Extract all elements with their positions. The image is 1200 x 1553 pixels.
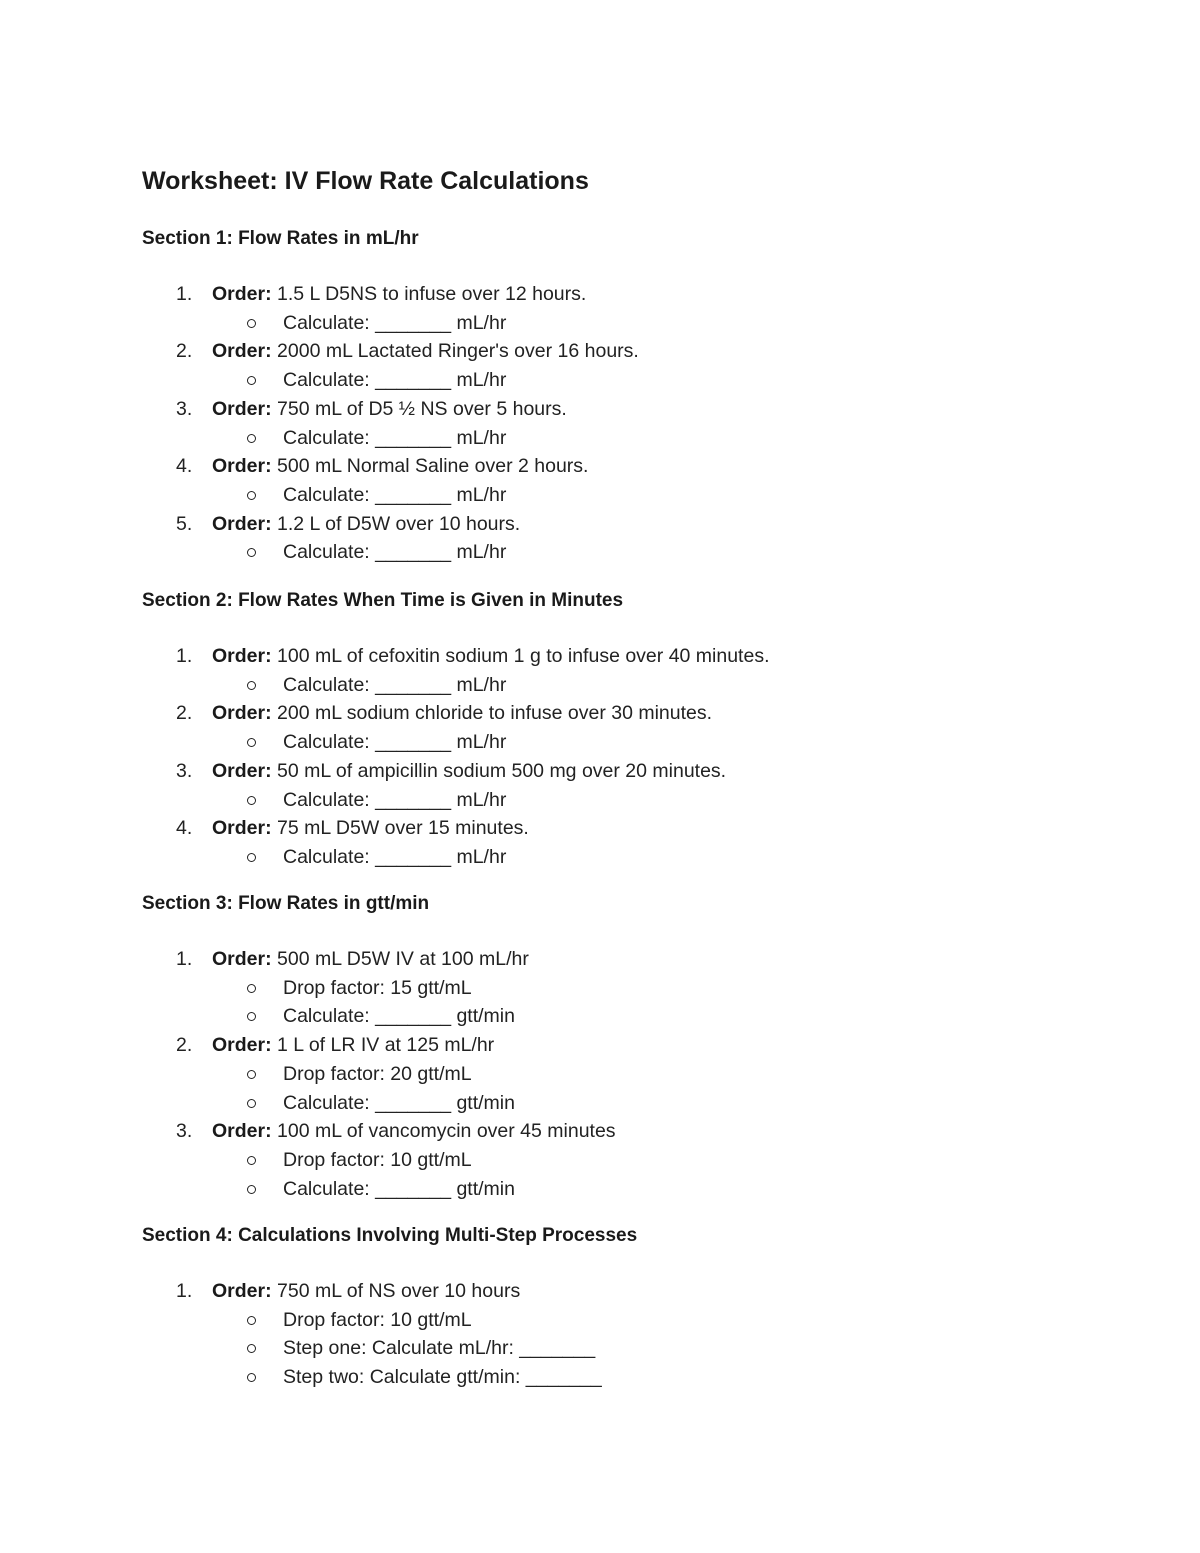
order-label: Order: [212, 1280, 272, 1302]
order-label: Order: [212, 1120, 272, 1143]
item-number: 5. [176, 512, 193, 535]
order-text [212, 699, 712, 727]
circle-bullet-icon [247, 434, 256, 443]
sub-item-text: Calculate: _______ mL/hr [283, 426, 507, 449]
section-heading: Section 4: Calculations Involving Multi-Step Processes [142, 1225, 638, 1246]
sub-item-text: Calculate: _______ mL/hr [283, 311, 507, 334]
order-description: 75 mL D5W over 15 minutes. [277, 817, 529, 840]
order-description: 200 mL sodium chloride to infuse over 30 minutes. [277, 702, 713, 725]
order-description: 100 mL of vancomycin over 45 minutes [277, 1120, 616, 1143]
order-label: Order: [212, 283, 272, 305]
order-text [212, 814, 529, 842]
circle-bullet-icon [247, 1316, 256, 1325]
order-label: Order: [212, 759, 272, 782]
order-label: Order: [212, 948, 272, 970]
sub-item-text: Calculate: _______ mL/hr [283, 369, 507, 392]
order-description: 1.2 L of D5W over 10 hours. [277, 512, 521, 535]
sub-item-text: Calculate: _______ gtt/min [283, 1177, 515, 1200]
order-description: 750 mL of NS over 10 hours [277, 1280, 521, 1302]
circle-bullet-icon [247, 319, 256, 328]
circle-bullet-icon [247, 853, 256, 862]
sub-item-text: Step one: Calculate mL/hr: _______ [283, 1337, 596, 1360]
item-number: 3. [176, 397, 193, 420]
sub-item-text: Step two: Calculate gtt/min: _______ [283, 1366, 602, 1389]
order-text [212, 945, 529, 973]
sub-item-text: Calculate: _______ mL/hr [283, 845, 507, 868]
item-number: 1. [176, 283, 193, 305]
item-number: 1. [176, 948, 193, 970]
sub-item-text: Drop factor: 15 gtt/mL [283, 976, 472, 999]
sub-item-text: Calculate: _______ gtt/min [283, 1005, 515, 1028]
order-description: 500 mL Normal Saline over 2 hours. [277, 455, 589, 478]
item-number: 3. [176, 759, 193, 782]
circle-bullet-icon [247, 984, 256, 993]
circle-bullet-icon [247, 491, 256, 500]
sub-item-text: Calculate: _______ mL/hr [283, 673, 507, 696]
circle-bullet-icon [247, 1099, 256, 1108]
order-text [212, 395, 567, 423]
order-text [212, 1031, 494, 1059]
circle-bullet-icon [247, 738, 256, 747]
circle-bullet-icon [247, 1012, 256, 1021]
sub-item-text: Calculate: _______ mL/hr [283, 541, 507, 564]
sub-item-text: Calculate: _______ gtt/min [283, 1091, 515, 1114]
sub-item-text: Calculate: _______ mL/hr [283, 788, 507, 811]
item-number: 1. [176, 1280, 193, 1302]
order-description: 1 L of LR IV at 125 mL/hr [277, 1034, 495, 1057]
section-heading: Section 3: Flow Rates in gtt/min [142, 893, 430, 914]
order-description: 1.5 L D5NS to infuse over 12 hours. [277, 283, 587, 305]
worksheet-title: Worksheet: IV Flow Rate Calculations [142, 167, 589, 195]
circle-bullet-icon [247, 1185, 256, 1194]
order-text [212, 1277, 520, 1305]
circle-bullet-icon [247, 1344, 256, 1353]
order-label: Order: [212, 1034, 272, 1057]
order-description: 750 mL of D5 ½ NS over 5 hours. [277, 397, 567, 420]
item-number: 4. [176, 817, 193, 840]
sub-item-text: Calculate: _______ mL/hr [283, 731, 507, 754]
order-text [212, 510, 520, 538]
order-text [212, 1117, 616, 1145]
order-description: 50 mL of ampicillin sodium 500 mg over 20 minutes. [277, 759, 727, 782]
circle-bullet-icon [247, 681, 256, 690]
order-label: Order: [212, 397, 272, 420]
item-number: 2. [176, 1034, 193, 1057]
item-number: 4. [176, 455, 193, 478]
order-text [212, 757, 726, 785]
sub-item-text: Drop factor: 20 gtt/mL [283, 1062, 472, 1085]
order-label: Order: [212, 340, 272, 363]
item-number: 3. [176, 1120, 193, 1143]
order-label: Order: [212, 455, 272, 478]
section-heading: Section 1: Flow Rates in mL/hr [142, 228, 419, 249]
item-number: 2. [176, 340, 193, 363]
item-number: 1. [176, 645, 193, 667]
order-label: Order: [212, 645, 272, 667]
order-text [212, 642, 770, 670]
order-description: 500 mL D5W IV at 100 mL/hr [277, 948, 529, 970]
order-text [212, 280, 586, 308]
order-label: Order: [212, 702, 272, 725]
sub-item-text: Drop factor: 10 gtt/mL [283, 1308, 472, 1331]
circle-bullet-icon [247, 1070, 256, 1079]
circle-bullet-icon [247, 1156, 256, 1165]
order-label: Order: [212, 817, 272, 840]
sub-item-text: Drop factor: 10 gtt/mL [283, 1148, 472, 1171]
order-text [212, 452, 588, 480]
circle-bullet-icon [247, 1373, 256, 1382]
circle-bullet-icon [247, 796, 256, 805]
sub-item-text: Calculate: _______ mL/hr [283, 483, 507, 506]
circle-bullet-icon [247, 548, 256, 557]
item-number: 2. [176, 702, 193, 725]
circle-bullet-icon [247, 376, 256, 385]
order-description: 100 mL of cefoxitin sodium 1 g to infuse over 40 minutes. [277, 645, 770, 667]
order-text [212, 337, 639, 365]
order-label: Order: [212, 512, 272, 535]
section-heading: Section 2: Flow Rates When Time is Given in Minutes [142, 590, 624, 611]
order-description: 2000 mL Lactated Ringer's over 16 hours. [277, 340, 639, 363]
